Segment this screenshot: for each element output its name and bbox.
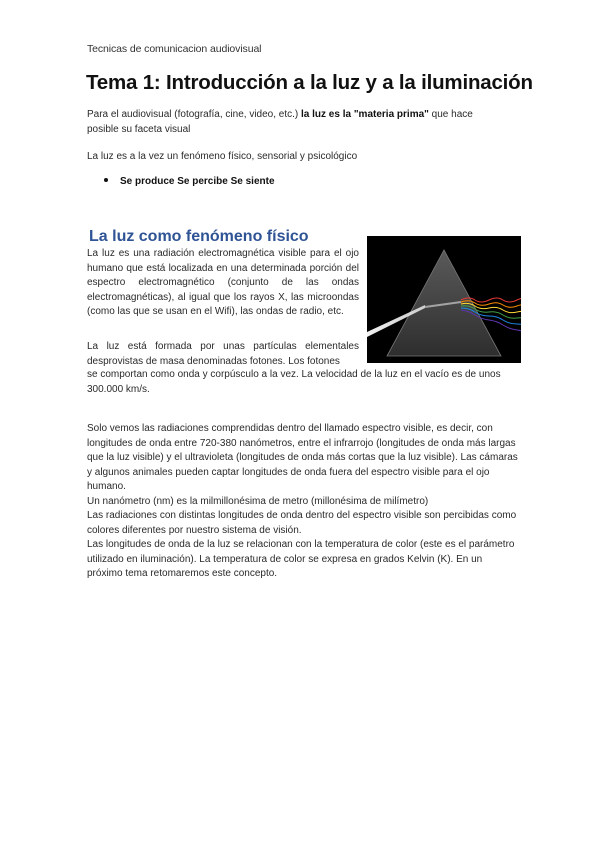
bullet-text: Se produce Se percibe Se siente: [120, 176, 275, 187]
paragraph-line: Las radiaciones con distintas longitudes de onda dentro del espectro visible son percibidas como colores diferentes por nuestro sistema de visión.: [87, 510, 517, 536]
section-paragraph-1: La luz es una radiación electromagnética visible para el ojo humano que está localizada en una determinada porción del espectro electromagnético (conjunto de las ondas electromagnéticas), al igual que los rayos X, las microondas (como las que se usan en el Wifi), las ondas de radio, etc.: [87, 248, 359, 317]
intro-text-after: que hace posible su faceta visual: [87, 109, 473, 135]
paragraph-line: Un nanómetro (nm) es la milmillonésima de metro (millonésima de milímetro): [87, 495, 429, 507]
bullet-item: [104, 176, 275, 187]
bullet-dot-icon: [104, 178, 108, 182]
prism-icon: [367, 236, 521, 363]
page-title: Tema 1: Introducción a la luz y a la iluminación: [86, 71, 533, 94]
intro-line-2: La luz es a la vez un fenómeno físico, sensorial y psicológico: [87, 151, 358, 162]
section-paragraph-2-start: La luz está formada por unas partículas elementales desprovistas de masa denominadas fotones. Los fotones: [87, 341, 359, 367]
paragraph-line: Solo vemos las radiaciones comprendidas dentro del llamado espectro visible, es decir, con longitudes de onda entre 720-380 nanómetros, entre el infrarrojo (longitudes de onda más largas que la luz visible) y el ultravioleta (longitudes de onda más cortas que la luz visible). Las cámaras y algunos animales pueden captar longitudes de onda fuera del espectro visible para el ojo humano.: [87, 423, 518, 492]
section-paragraph-3: [87, 422, 519, 582]
section-paragraph-2-end: se comportan como onda y corpúsculo a la vez. La velocidad de la luz en el vacío es de unos 300.000 km/s.: [87, 369, 501, 395]
paragraph-line: Las longitudes de onda de la luz se relacionan con la temperatura de color (este es el parámetro utilizado en iluminación). La temperatura de color se expresa en grados Kelvin (K). En un próximo tema retomaremos este concepto.: [87, 539, 515, 579]
intro-bold-text: la luz es la "materia prima": [301, 109, 429, 120]
document-header: Tecnicas de comunicacion audiovisual: [87, 43, 262, 55]
section-heading: La luz como fenómeno físico: [89, 228, 309, 245]
intro-text-before: Para el audiovisual (fotografía, cine, video, etc.): [87, 109, 302, 120]
prism-dispersion-image: [367, 236, 521, 363]
intro-paragraph: [87, 108, 507, 137]
